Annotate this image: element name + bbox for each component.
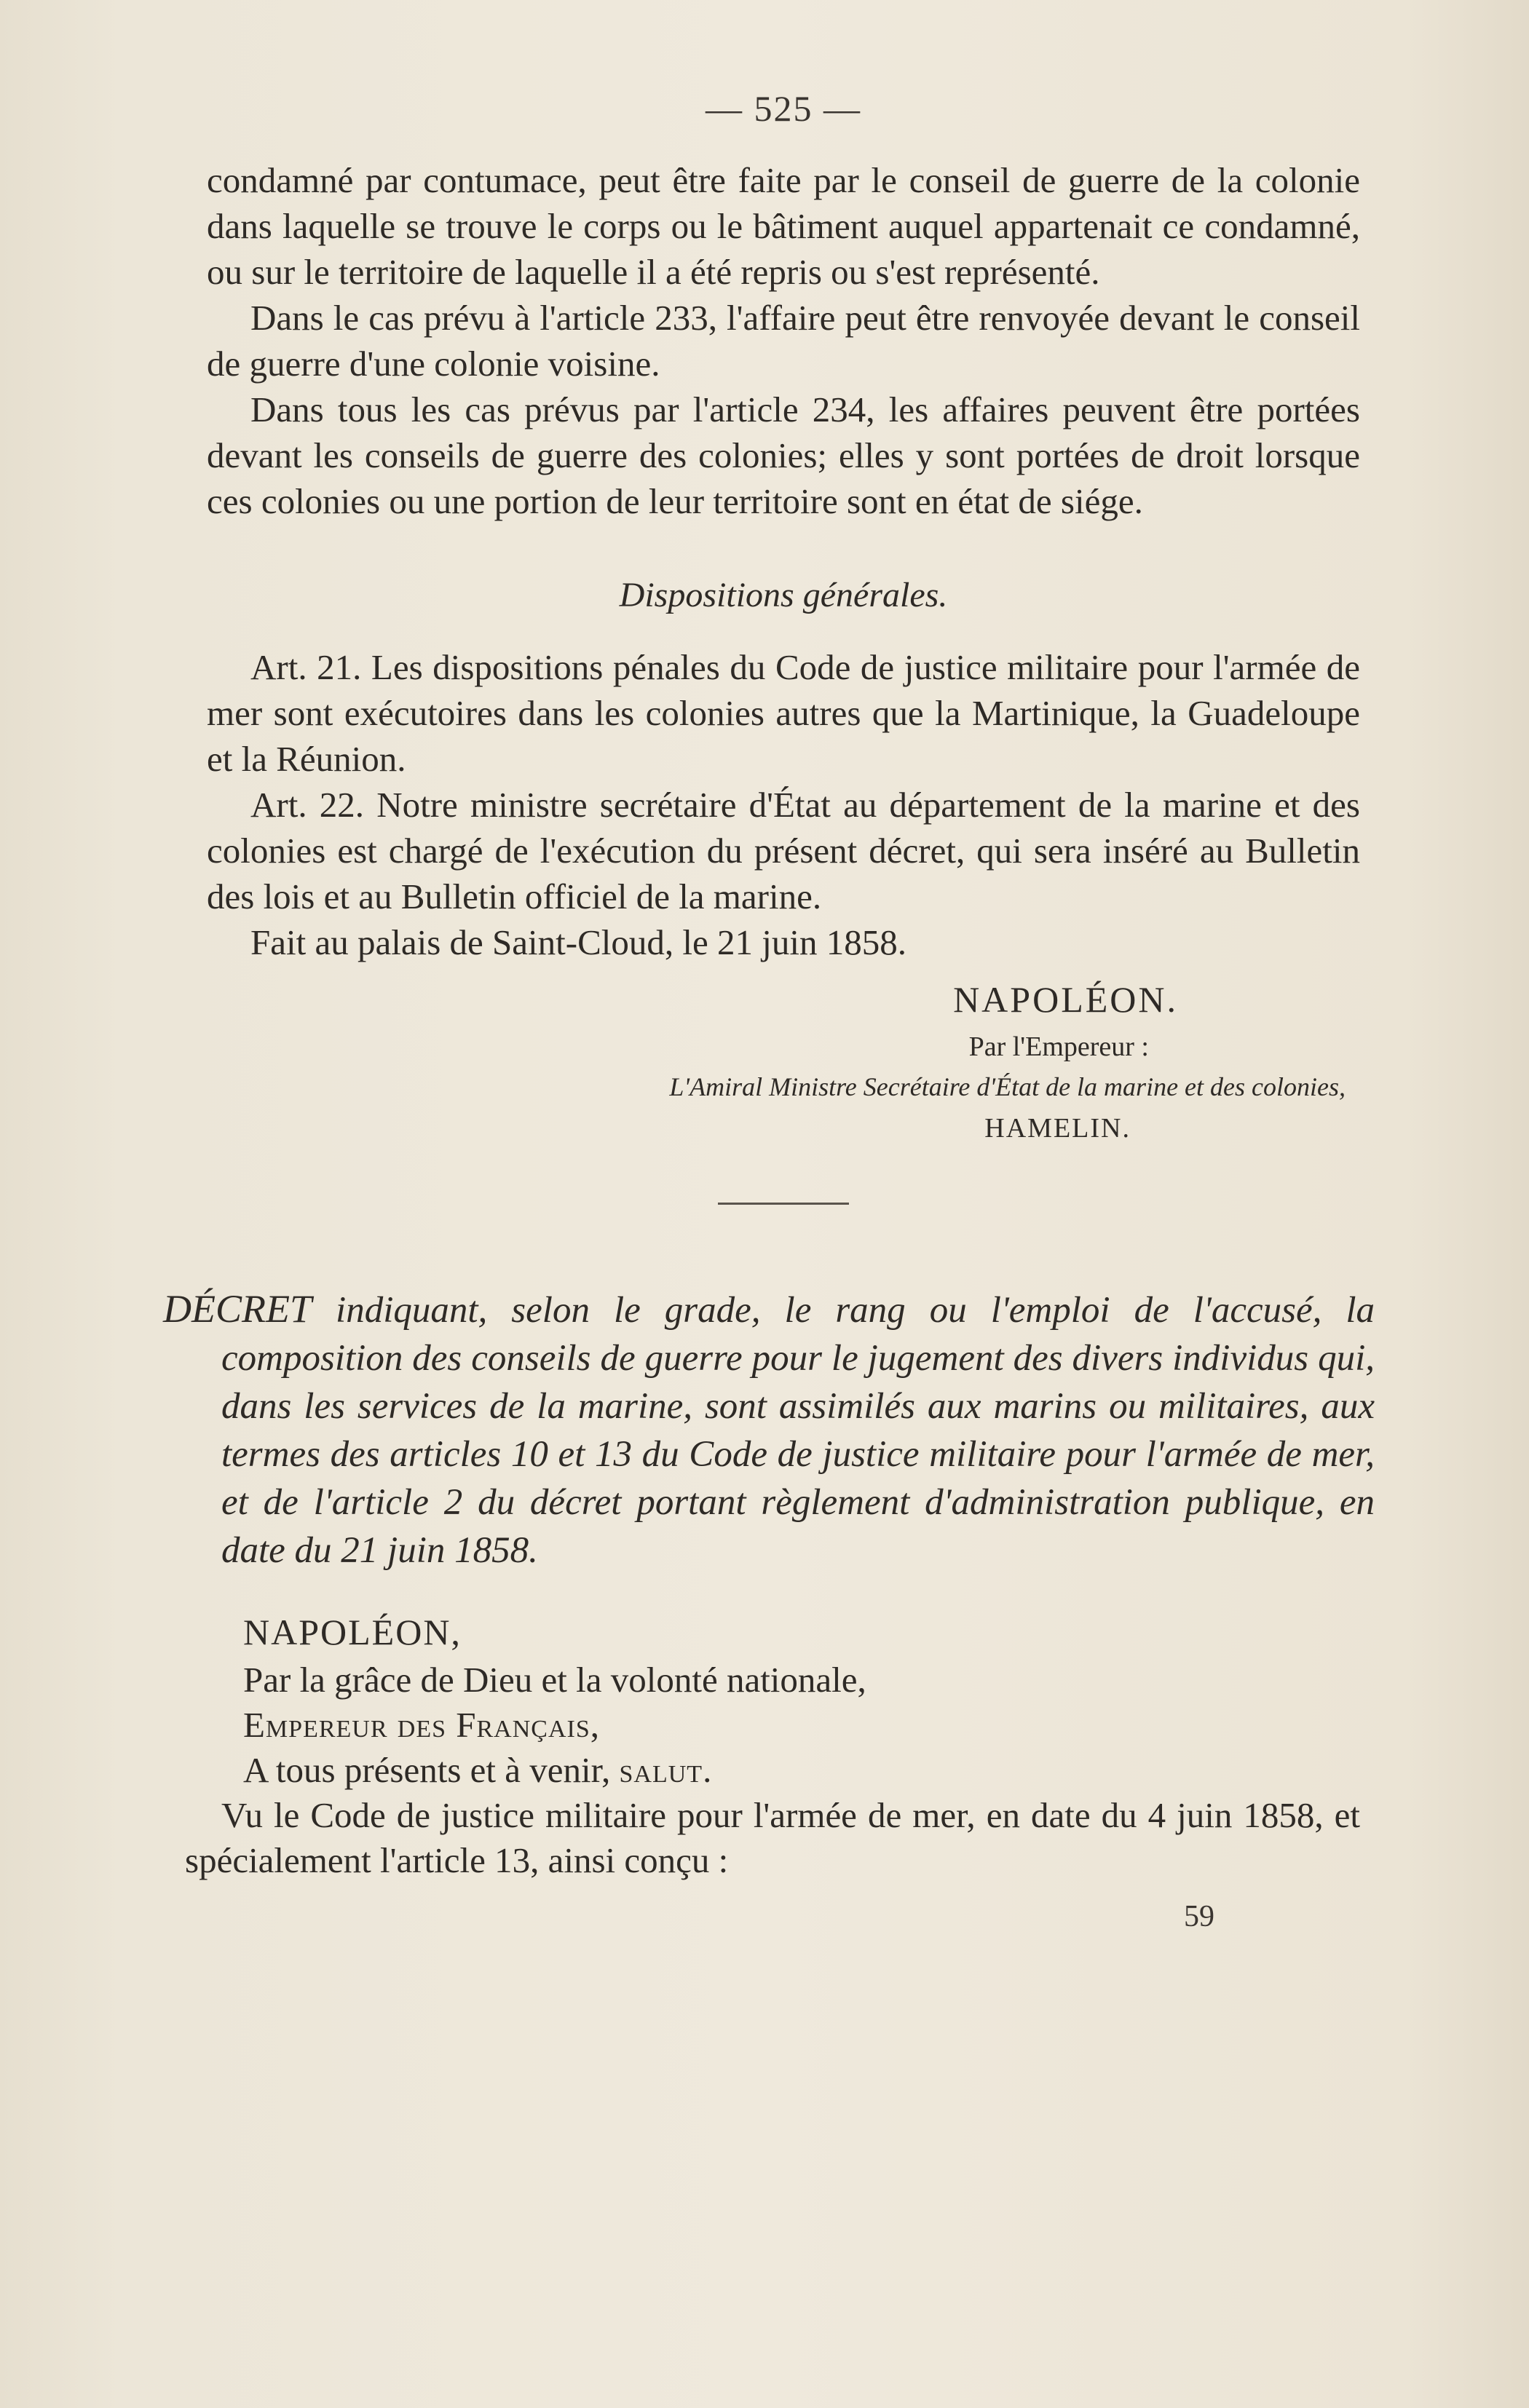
printer-signature-mark: 59: [1184, 1900, 1214, 1933]
par-empereur: Par l'Empereur :: [968, 1031, 1149, 1062]
done-at-line: Fait au palais de Saint-Cloud, le 21 juin 1858.: [250, 922, 906, 962]
decree-lead: DÉCRET: [163, 1287, 312, 1331]
minister-role: L'Amiral Ministre Secrétaire d'État de la marine et des colonies,: [669, 1072, 1346, 1101]
article-22: [207, 782, 1360, 919]
emperor-name: NAPOLÉON,: [243, 1612, 462, 1652]
article-21: [207, 644, 1360, 782]
article-text: Les dispositions pénales du Code de justice militaire pour l'armée de mer sont exécutoires dans les colonies autres que la Martinique, la Guadeloupe et la Réunion.: [207, 647, 1360, 779]
emperor-signature: NAPOLÉON.: [953, 979, 1178, 1020]
section-divider: [718, 1203, 849, 1205]
salut-word: salut.: [619, 1750, 713, 1790]
article-text: Notre ministre secrétaire d'État au département de la marine et des colonies est chargé de l'exécution du présent décret, qui sera inséré au Bulletin des lois et au Bulletin officiel de la marine.: [207, 785, 1360, 916]
paragraph-contumace: condamné par contumace, peut être faite par le conseil de guerre de la colonie dans laquelle se trouve le corps ou le bâtiment auquel appartenait ce condamné, ou sur le territoire de laquelle il a été repris ou s'est représenté.: [207, 160, 1360, 292]
signature-block: [207, 978, 1360, 1144]
section-title: Dispositions générales.: [619, 576, 948, 614]
page-number: — 525 —: [706, 88, 861, 129]
salut-prefix: A tous présents et à venir,: [243, 1750, 611, 1790]
vu-paragraph: Vu le Code de justice militaire pour l'armée de mer, en date du 4 juin 1858, et spécialement l'article 13, ainsi conçu :: [185, 1795, 1360, 1880]
grace-line: Par la grâce de Dieu et la volonté nationale,: [243, 1660, 866, 1700]
paragraph-article-233: Dans le cas prévu à l'article 233, l'affaire peut être renvoyée devant le conseil de guerre d'une colonie voisine.: [207, 298, 1360, 384]
decree-title-text: indiquant, selon le grade, le rang ou l'emploi de l'accusé, la composition des conseils de guerre pour le jugement des divers individus qui, dans les services de la marine, sont assimilés aux marins ou militaires, aux termes des articles 10 et 13 du Code de justice militaire pour l'armée de mer, et de l'article 2 du décret portant règlement d'administration publique, en date du 21 juin 1858.: [221, 1290, 1375, 1571]
decree-opening: [185, 1611, 1360, 1883]
article-label: Art. 21.: [250, 647, 362, 687]
minister-signature: HAMELIN.: [984, 1113, 1131, 1144]
page-content: [163, 87, 1375, 1934]
decree-title: [163, 1285, 1375, 1575]
salut-line: [243, 1748, 1360, 1793]
empereur-line: Empereur des Français,: [243, 1705, 600, 1745]
article-label: Art. 22.: [250, 785, 365, 825]
paragraph-article-234: Dans tous les cas prévus par l'article 234, les affaires peuvent être portées devant les conseils de guerre des colonies; elles y sont portées de droit lorsque ces colonies ou une portion de leur territoire sont en état de siége.: [207, 389, 1360, 521]
